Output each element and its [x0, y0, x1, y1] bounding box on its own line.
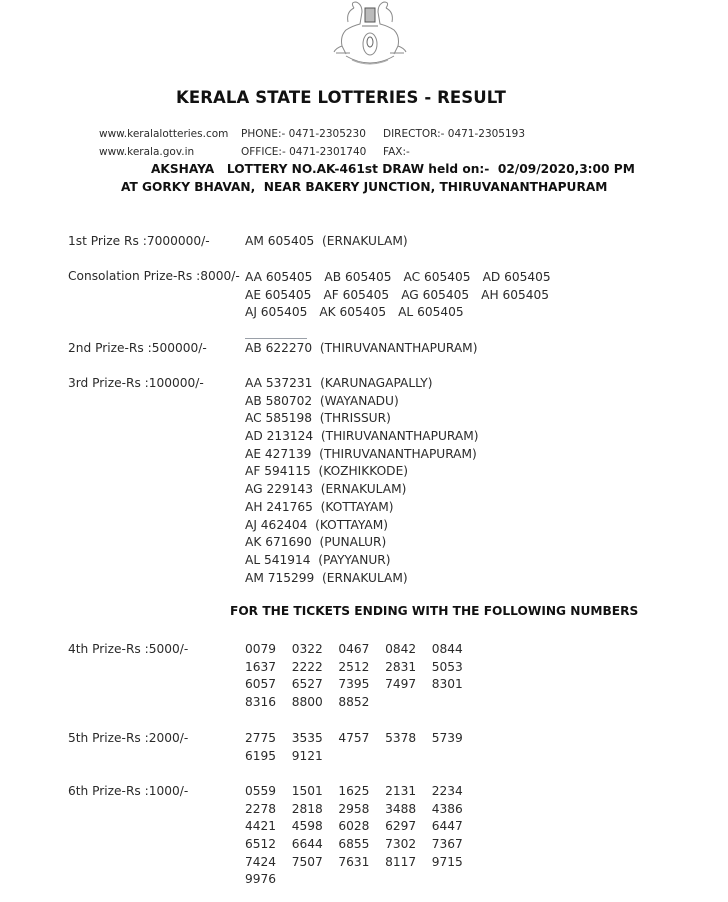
- number-row: [245, 659, 478, 677]
- number: 1625: [338, 784, 370, 798]
- number: 2958: [338, 801, 370, 816]
- ticket: AH 605405: [481, 287, 550, 302]
- number: 0842: [385, 642, 417, 656]
- number: 6028: [338, 819, 370, 834]
- number: 0322: [291, 642, 323, 656]
- list-item: AE 427139 (THIRUVANANTHAPURAM): [245, 446, 477, 461]
- director-number: DIRECTOR:- 0471-2305193: [383, 128, 526, 140]
- list-item: AC 585198 (THRISSUR): [245, 411, 391, 426]
- divider: [245, 338, 307, 339]
- phone-number: PHONE:- 0471-2305230: [241, 128, 366, 140]
- third-prize-tickets: [245, 375, 478, 587]
- number: 7497: [385, 677, 417, 692]
- kerala-emblem-icon: [332, 0, 408, 70]
- draw-venue: AT GORKY BHAVAN, NEAR BAKERY JUNCTION, THIRUVANANTHAPURAM: [121, 180, 608, 194]
- ticket: AF 605405: [323, 287, 390, 302]
- number-row: [245, 641, 478, 659]
- list-item: AB 580702 (WAYANADU): [245, 393, 399, 408]
- consolation-row: [245, 287, 563, 305]
- number-row: [245, 694, 478, 712]
- number-row: [245, 748, 478, 766]
- list-item: AH 241765 (KOTTAYAM): [245, 499, 394, 514]
- number: 8301: [431, 677, 463, 692]
- page-title: KERALA STATE LOTTERIES - RESULT: [175, 88, 507, 107]
- number: 6512: [245, 837, 277, 852]
- first-prize-label: 1st Prize Rs :7000000/-: [68, 234, 210, 248]
- office-number: OFFICE:- 0471-2301740: [241, 146, 367, 158]
- number: 8852: [338, 695, 370, 710]
- number: 1501: [291, 784, 323, 798]
- number: 4757: [338, 731, 370, 745]
- list-item: AM 715299 (ERNAKULAM): [245, 570, 408, 585]
- fourth-prize-label: 4th Prize-Rs :5000/-: [68, 642, 189, 656]
- number: 5053: [431, 659, 463, 674]
- number: 2818: [291, 801, 323, 816]
- number: 6527: [291, 677, 323, 692]
- number: 2131: [385, 784, 417, 798]
- number: 7395: [338, 677, 370, 692]
- number: 6855: [338, 837, 370, 852]
- fifth-prize-numbers: [245, 730, 478, 765]
- website-link-kerala-gov[interactable]: www.kerala.gov.in: [99, 146, 195, 158]
- fax-number: FAX:-: [383, 146, 410, 158]
- number: 6057: [245, 677, 277, 692]
- ticket: AC 605405: [403, 270, 471, 284]
- second-prize-label: 2nd Prize-Rs :500000/-: [68, 341, 207, 355]
- consolation-prize-tickets: [245, 269, 563, 322]
- sixth-prize-label: 6th Prize-Rs :1000/-: [68, 784, 189, 798]
- third-prize-label: 3rd Prize-Rs :100000/-: [68, 376, 204, 390]
- list-item: AG 229143 (ERNAKULAM): [245, 482, 407, 497]
- number: 3488: [385, 801, 417, 816]
- number-row: [245, 871, 478, 889]
- number: 6195: [245, 748, 277, 763]
- list-item: AD 213124 (THIRUVANANTHAPURAM): [245, 429, 479, 444]
- list-item: AL 541914 (PAYYANUR): [245, 552, 391, 567]
- number: 3535: [291, 731, 323, 745]
- website-link-lotteries[interactable]: www.keralalotteries.com: [99, 128, 229, 140]
- number: 0079: [245, 642, 277, 656]
- number: 6447: [431, 819, 463, 834]
- number-row: [245, 801, 478, 819]
- number: 6644: [291, 837, 323, 852]
- number-row: [245, 818, 478, 836]
- ticket: AJ 605405: [245, 305, 308, 320]
- number: 2831: [385, 659, 417, 674]
- number: 4421: [245, 819, 277, 834]
- number: 7631: [338, 854, 370, 869]
- number: 9715: [431, 854, 463, 869]
- ticket: AG 605405: [401, 287, 470, 302]
- consolation-row: [245, 304, 563, 322]
- number: 0559: [245, 784, 277, 798]
- number: 2222: [291, 659, 323, 674]
- number: 7424: [245, 854, 277, 869]
- ticket: AK 605405: [319, 305, 387, 320]
- number: 2234: [431, 784, 463, 798]
- number: 7507: [291, 854, 323, 869]
- number: 4386: [431, 801, 463, 816]
- number: 8800: [291, 695, 323, 710]
- fourth-prize-numbers: [245, 641, 478, 712]
- number-row: [245, 836, 478, 854]
- number: 7367: [431, 837, 463, 852]
- number-row: [245, 854, 478, 872]
- consolation-prize-label: Consolation Prize-Rs :8000/-: [68, 269, 240, 283]
- number: 6297: [385, 819, 417, 834]
- ticket: AA 605405: [245, 270, 313, 284]
- list-item: AF 594115 (KOZHIKKODE): [245, 464, 409, 479]
- number-row: [245, 730, 478, 748]
- number: 0467: [338, 642, 370, 656]
- number: 1637: [245, 659, 277, 674]
- draw-info: AKSHAYA LOTTERY NO.AK-461st DRAW held on:- 02/09/2020,3:00 PM: [151, 162, 635, 176]
- ticket: AL 605405: [398, 305, 464, 320]
- number-row: [245, 783, 478, 801]
- number: 2278: [245, 801, 277, 816]
- ticket: AB 605405: [324, 270, 392, 284]
- number: 9121: [291, 748, 323, 763]
- endings-heading: FOR THE TICKETS ENDING WITH THE FOLLOWING NUMBERS: [230, 604, 639, 618]
- number: 4598: [291, 819, 323, 834]
- number: 8117: [385, 854, 417, 869]
- number: 5739: [431, 731, 463, 745]
- number: 5378: [385, 731, 417, 745]
- number: 2512: [338, 659, 370, 674]
- number: 8316: [245, 695, 277, 710]
- number: 7302: [385, 837, 417, 852]
- list-item: AJ 462404 (KOTTAYAM): [245, 517, 388, 532]
- fifth-prize-label: 5th Prize-Rs :2000/-: [68, 731, 189, 745]
- consolation-row: [245, 269, 563, 287]
- number-row: [245, 676, 478, 694]
- ticket: AD 605405: [482, 270, 551, 284]
- second-prize-ticket: AB 622270 (THIRUVANANTHAPURAM): [245, 341, 478, 355]
- number: 2775: [245, 731, 277, 745]
- list-item: AK 671690 (PUNALUR): [245, 535, 387, 550]
- number: 9976: [245, 872, 277, 887]
- first-prize-ticket: AM 605405 (ERNAKULAM): [245, 234, 408, 248]
- ticket: AE 605405: [245, 287, 312, 302]
- list-item: AA 537231 (KARUNAGAPALLY): [245, 376, 433, 390]
- sixth-prize-numbers: [245, 783, 478, 889]
- number: 0844: [431, 642, 463, 656]
